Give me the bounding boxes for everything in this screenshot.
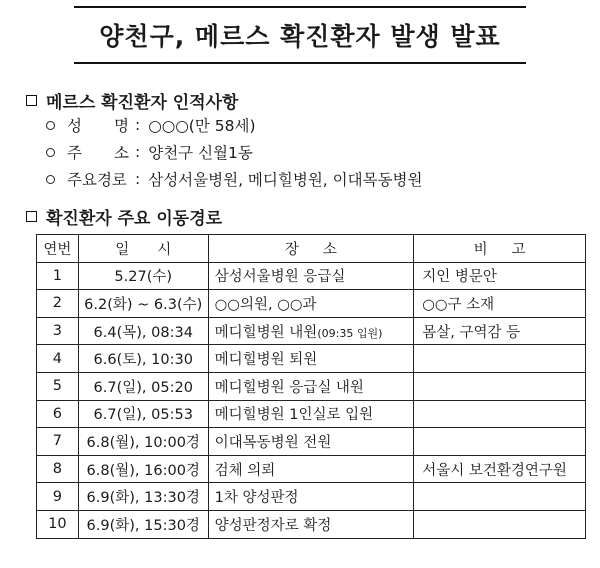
route-table [36, 234, 586, 539]
info-label-char: 명 [114, 117, 129, 135]
info-label-char: 성 [67, 117, 82, 135]
header-place [208, 235, 414, 263]
place-text: 1차 양성판정 [214, 490, 299, 507]
section-heading-personal-info [26, 88, 238, 113]
cell-note [414, 483, 586, 511]
header-date-char: 시 [157, 241, 172, 258]
info-row-route [46, 168, 423, 190]
cell-note: 몸살, 구역감 등 [414, 317, 586, 345]
table-row [37, 428, 586, 456]
info-value: ○○○(만 58세) [148, 117, 256, 135]
cell-num: 5 [37, 372, 79, 400]
cell-note: 지인 병문안 [414, 262, 586, 290]
cell-num: 8 [37, 455, 79, 483]
place-text: 삼성서울병원 응급실 [214, 269, 346, 286]
cell-num: 10 [37, 510, 79, 538]
place-text: 메디힐병원 1인실로 입원 [214, 407, 374, 424]
cell-date: 6.6(토), 10:30 [78, 345, 208, 373]
section-heading-text: 확진환자 주요 이동경로 [46, 209, 223, 229]
cell-num: 7 [37, 428, 79, 456]
page-title: 양천구, 메르스 확진환자 발생 발표 [99, 22, 501, 51]
cell-date: 6.2(화) ~ 6.3(수) [78, 290, 208, 318]
place-text: ○○의원, ○○과 [214, 296, 317, 313]
place-text: 이대목동병원 전원 [214, 434, 332, 451]
cell-note [414, 428, 586, 456]
table-row [37, 372, 586, 400]
cell-num: 2 [37, 290, 79, 318]
info-row-name [46, 114, 256, 136]
square-bullet-icon [26, 95, 37, 106]
table-row [37, 455, 586, 483]
cell-place [208, 483, 414, 511]
cell-num: 3 [37, 317, 79, 345]
table-row [37, 290, 586, 318]
table-row [37, 345, 586, 373]
place-text: 검체 의뢰 [214, 462, 276, 479]
cell-note [414, 510, 586, 538]
place-text: 메디힐병원 퇴원 [214, 352, 318, 369]
info-label: 주요경로 [67, 171, 127, 189]
cell-date: 6.8(월), 10:00경 [78, 428, 208, 456]
info-label [67, 141, 135, 163]
info-value: 양천구 신월1동 [148, 144, 253, 162]
cell-num: 9 [37, 483, 79, 511]
cell-place [208, 345, 414, 373]
place-text: 메디힐병원 내원 [214, 324, 318, 341]
place-text: 메디힐병원 응급실 내원 [214, 379, 364, 396]
header-date [78, 235, 208, 263]
cell-date: 6.8(월), 16:00경 [78, 455, 208, 483]
header-note [414, 235, 586, 263]
place-note: (09:35 입원) [317, 326, 383, 340]
cell-note [414, 345, 586, 373]
section-heading-text: 메르스 확진환자 인적사항 [46, 93, 239, 113]
cell-place [208, 290, 414, 318]
header-note-char: 비 [473, 241, 488, 258]
cell-place [208, 428, 414, 456]
table-row [37, 317, 586, 345]
info-separator: : [135, 170, 141, 188]
place-text: 양성판정자로 확정 [214, 517, 332, 534]
cell-date: 6.4(목), 08:34 [78, 317, 208, 345]
cell-num: 1 [37, 262, 79, 290]
cell-place [208, 400, 414, 428]
table-row [37, 400, 586, 428]
table-row [37, 510, 586, 538]
info-separator: : [135, 116, 141, 134]
cell-place [208, 317, 414, 345]
info-label [67, 114, 135, 136]
info-label-char: 주 [67, 144, 82, 162]
cell-place [208, 455, 414, 483]
cell-date: 6.7(일), 05:53 [78, 400, 208, 428]
cell-note: ○○구 소재 [414, 290, 586, 318]
info-row-address [46, 141, 253, 163]
cell-date: 6.9(화), 15:30경 [78, 510, 208, 538]
header-place-char: 장 [284, 241, 299, 258]
header-note-char: 고 [511, 241, 526, 258]
cell-place [208, 262, 414, 290]
header-place-char: 소 [322, 241, 337, 258]
title-box [74, 6, 526, 64]
cell-num: 4 [37, 345, 79, 373]
header-date-char: 일 [115, 241, 130, 258]
cell-note [414, 400, 586, 428]
header-num: 연번 [37, 235, 79, 263]
square-bullet-icon [26, 211, 37, 222]
info-separator: : [135, 143, 141, 161]
circle-bullet-icon [46, 121, 55, 130]
table-row [37, 262, 586, 290]
info-label-char: 소 [114, 144, 129, 162]
table-row [37, 483, 586, 511]
cell-place [208, 372, 414, 400]
circle-bullet-icon [46, 148, 55, 157]
circle-bullet-icon [46, 175, 55, 184]
cell-note [414, 372, 586, 400]
cell-date: 5.27(수) [78, 262, 208, 290]
cell-note: 서울시 보건환경연구원 [414, 455, 586, 483]
cell-date: 6.7(일), 05:20 [78, 372, 208, 400]
section-heading-route [26, 204, 222, 229]
info-value: 삼성서울병원, 메디힐병원, 이대목동병원 [148, 171, 423, 189]
cell-place [208, 510, 414, 538]
table-header-row [37, 235, 586, 263]
cell-num: 6 [37, 400, 79, 428]
cell-date: 6.9(화), 13:30경 [78, 483, 208, 511]
